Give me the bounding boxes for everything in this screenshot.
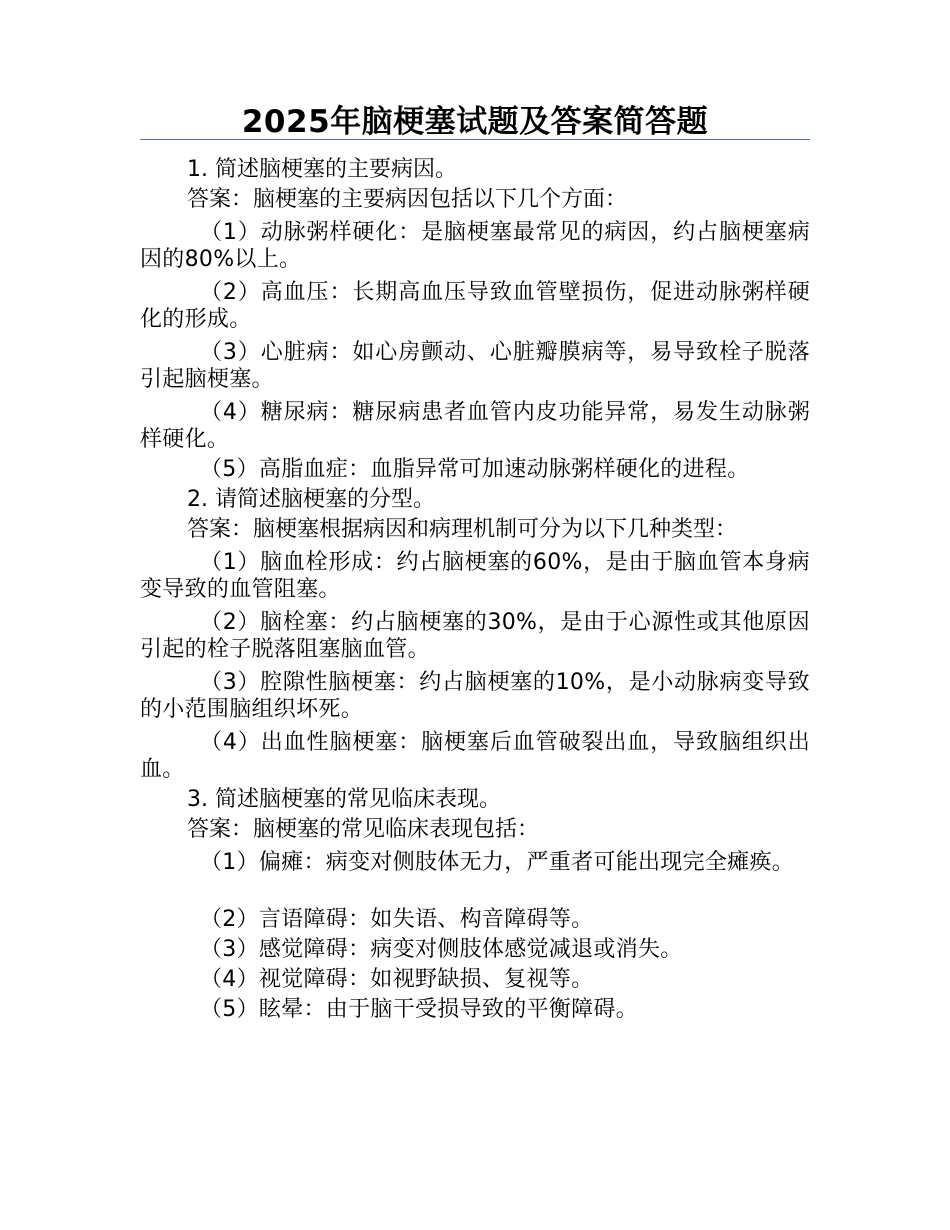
answer-item: （3）心脏病：如心房颤动、心脏瓣膜病等，易导致栓子脱落引起脑梗塞。 <box>140 340 810 392</box>
answer-item: （3）腔隙性脑梗塞：约占脑梗塞的10%，是小动脉病变导致的小范围脑组织坏死。 <box>140 670 810 722</box>
answer-item: （4）糖尿病：糖尿病患者血管内皮功能异常，易发生动脉粥样硬化。 <box>140 400 810 452</box>
answer-item: （4）视觉障碍：如视野缺损、复视等。 <box>200 967 594 992</box>
answer-intro-1: 答案：脑梗塞的主要病因包括以下几个方面： <box>187 187 628 212</box>
answer-item: （2）高血压：长期高血压导致血管壁损伤，促进动脉粥样硬化的形成。 <box>140 280 810 332</box>
answer-item: （1）脑血栓形成：约占脑梗塞的60%，是由于脑血管本身病变导致的血管阻塞。 <box>140 550 810 602</box>
answer-intro-2: 答案：脑梗塞根据病因和病理机制可分为以下几种类型： <box>187 517 738 542</box>
answer-item: （3）感觉障碍：病变对侧肢体感觉减退或消失。 <box>200 937 683 962</box>
document-body <box>140 155 810 1025</box>
question-2: 2. 请简述脑梗塞的分型。 <box>187 487 435 512</box>
answer-item: （5）眩晕：由于脑干受损导致的平衡障碍。 <box>200 997 638 1022</box>
answer-intro-3: 答案：脑梗塞的常见临床表现包括： <box>187 817 540 842</box>
answer-item: （1）动脉粥样硬化：是脑梗塞最常见的病因，约占脑梗塞病因的80%以上。 <box>140 220 810 272</box>
question-3: 3. 简述脑梗塞的常见临床表现。 <box>187 787 501 812</box>
answer-item: （2）言语障碍：如失语、构音障碍等。 <box>200 907 594 932</box>
answer-item: （4）出血性脑梗塞：脑梗塞后血管破裂出血，导致脑组织出血。 <box>140 730 810 782</box>
title-underline <box>140 139 810 140</box>
question-1: 1. 简述脑梗塞的主要病因。 <box>187 157 457 182</box>
answer-item: （1）偏瘫：病变对侧肢体无力，严重者可能出现完全瘫痪。 <box>200 850 795 875</box>
answer-item: （2）脑栓塞：约占脑梗塞的30%，是由于心源性或其他原因引起的栓子脱落阻塞脑血管。 <box>140 610 810 662</box>
document-title: 2025年脑梗塞试题及答案简答题 <box>241 104 709 140</box>
answer-item: （5）高脂血症：血脂异常可加速动脉粥样硬化的进程。 <box>200 457 750 482</box>
